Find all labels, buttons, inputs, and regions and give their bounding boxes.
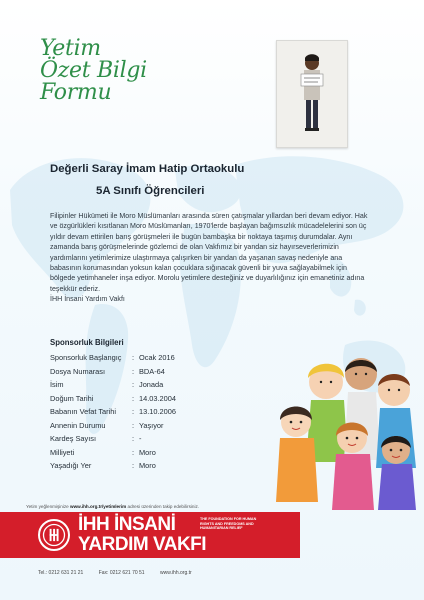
body-text (50, 211, 370, 305)
title-line-2: Özet Bilgi (40, 58, 147, 83)
info-value: - (139, 434, 142, 443)
school-name: Değerli Saray İmam Hatip Ortaokulu (50, 163, 245, 175)
sponsor-note-url[interactable]: www.ihh.org.tr/yetimlerim (70, 504, 127, 509)
info-value: Moro (139, 461, 156, 470)
info-label: Yaşadığı Yer (50, 461, 92, 470)
info-label: Kardeş Sayısı (50, 434, 97, 443)
sponsor-note-prefix: Yetim yeğlenmişinize (26, 504, 69, 509)
info-label: Annenin Durumu (50, 420, 106, 430)
info-separator: : (132, 447, 135, 457)
info-value: 13.10.2006 (139, 407, 176, 416)
info-label: Milliyeti (50, 447, 75, 457)
info-separator: : (132, 434, 135, 443)
child-portrait-illustration (277, 41, 347, 147)
info-separator: : (132, 380, 135, 389)
title-line-3: Formu (40, 80, 112, 105)
children-illustration (256, 342, 424, 512)
info-separator: : (132, 353, 135, 362)
info-separator: : (132, 420, 135, 430)
info-separator: : (132, 393, 135, 403)
info-value: Yaşıyor (139, 420, 164, 430)
info-value: Moro (139, 447, 156, 457)
info-separator: : (132, 407, 135, 416)
footer-phone: Tel.: 0212 631 21 21 (38, 570, 84, 576)
ihh-logo-icon (38, 519, 70, 551)
info-label: Babanın Vefat Tarihi (50, 407, 117, 416)
form-title (40, 38, 147, 104)
info-value: Ocak 2016 (139, 353, 175, 362)
brand-name-line-1: İHH İNSANİ (78, 514, 176, 535)
info-value: BDA-64 (139, 366, 165, 376)
brand-name-line-2: YARDIM VAKFI (78, 534, 207, 555)
info-value: Jonada (139, 380, 164, 389)
footer-website[interactable]: www.ihh.org.tr (159, 570, 192, 576)
body-signature: İHH İnsani Yardım Vakfı (50, 295, 125, 304)
info-separator: : (132, 461, 135, 470)
brand-tagline: THE FOUNDATION FOR HUMAN RIGHTS AND FREEDOMS AND HUMANITARIAN RELIEF (200, 517, 257, 531)
title-line-1: Yetim (40, 36, 101, 61)
sponsorship-section-title: Sponsorluk Bilgileri (50, 338, 124, 347)
info-value: 14.03.2004 (139, 393, 176, 403)
info-separator: : (132, 366, 135, 376)
info-label: İsim (50, 380, 64, 389)
footer-contact (38, 570, 206, 576)
info-label: Sponsorluk Başlangıç (50, 353, 122, 362)
info-label: Doğum Tarihi (50, 393, 94, 403)
sponsor-note (26, 504, 199, 509)
footer-fax: Fax: 0212 621 70 51 (98, 570, 145, 576)
info-label: Dosya Numarası (50, 366, 106, 376)
body-paragraph: Filipinler Hükümeti ile Moro Müslümanları arasında süren çatışmalar yıllardan beri devam ediyor. Hak ve özgürlükleri kısıtlanan Moro Müslümanları, 1970'lerde başlayan bağımsızlık mücadelelerini son üç yıldır devam ettirilen barış görüşmeleri ile bugün bambaşka bir noktaya taşımış durumdalar. Aynı zamanda barış görüşmelerinde gözlemci de olan Vakfımız bir yandan siz hayırseverlerimizin yardımlarını yetimlerimize ulaştırmaya çalışırken bir yandan da yaşanan savaş nedeniyle ana babasının korumasından yoksun kalan çocuklara sığınacak güvenli bir yuva sağlayabilmek için bölgede yetimhaneler inşa ediyor. Morolu yetimlere desteğiniz ve duyarlılığınız için emanetiniz adına teşekkür ederiz. (50, 212, 368, 293)
orphan-photo (276, 40, 348, 148)
sponsor-note-suffix: adresi üzerinden takip edebilirsiniz. (127, 504, 200, 509)
class-name: 5A Sınıfı Öğrencileri (96, 185, 205, 197)
